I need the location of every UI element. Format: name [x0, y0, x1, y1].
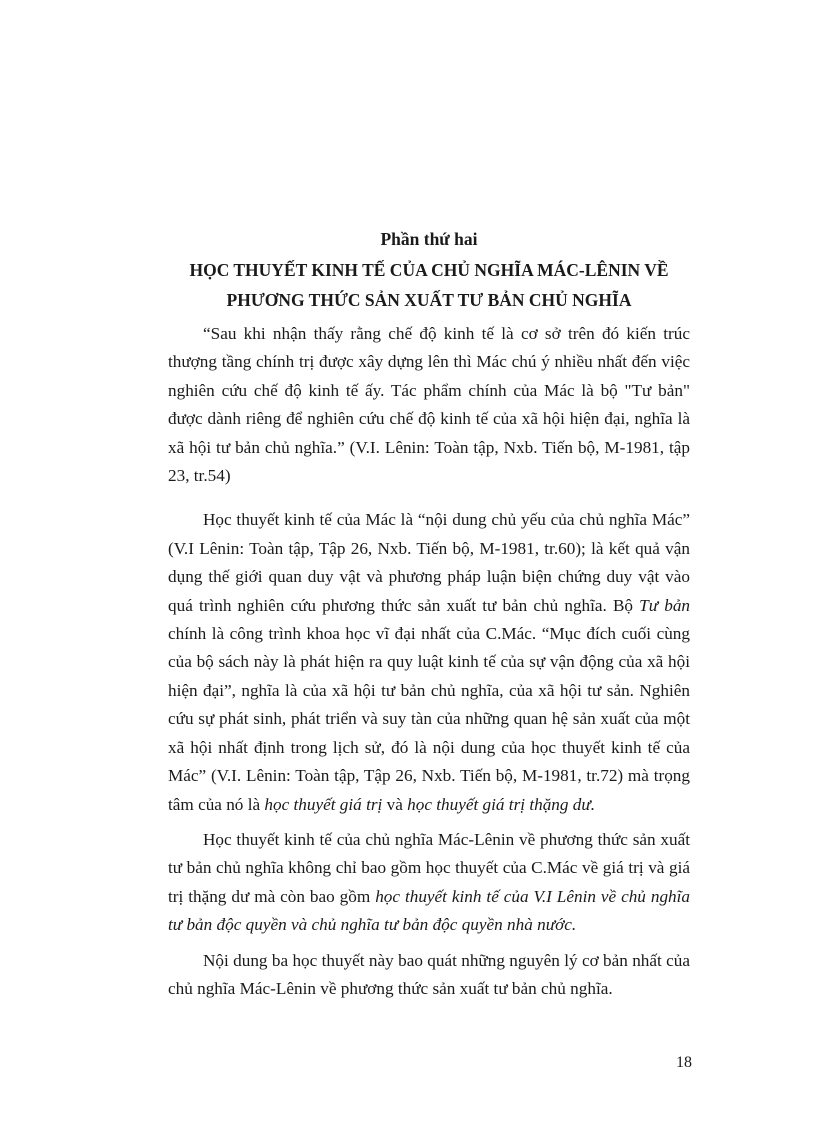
part-label: Phần thứ hai: [380, 229, 478, 249]
title-line-1: HỌC THUYẾT KINH TẾ CỦA CHỦ NGHĨA MÁC-LÊNIN VỀ: [189, 260, 669, 280]
paragraph-marxist-leninist-theory: [168, 826, 690, 940]
paragraph-text: và: [382, 794, 408, 814]
italic-lenin-theory: học thuyết kinh tế của V.I Lênin về chủ nghĩa tư bản độc quyền và chủ nghĩa tư bản độc quyền nhà nước.: [168, 886, 690, 935]
paragraph-text: chính là công trình khoa học vĩ đại nhất của C.Mác. “Mục đích cuối cùng của bộ sách này là phát hiện ra quy luật kinh tế của sự vận động của xã hội hiện đại”, nghĩa là của xã hội tư bản chủ nghĩa, của xã hội tư sản. Nghiên cứu sự phát sinh, phát triển và suy tàn của những quan hệ sản xuất của một xã hội nhất định trong lịch sử, đó là nội dung của học thuyết kinh tế của Mác” (V.I. Lênin: Toàn tập, Tập 26, Nxb. Tiến bộ, M-1981, tr.72) mà trọng tâm của nó là: [168, 624, 690, 814]
italic-value-theory: học thuyết giá trị: [264, 794, 383, 814]
title-line-2: PHƯƠNG THỨC SẢN XUẤT TƯ BẢN CHỦ NGHĨA: [226, 290, 632, 310]
italic-surplus-value-theory: học thuyết giá trị thặng dư.: [407, 794, 596, 814]
paragraph-text: Học thuyết kinh tế của Mác là “nội dung chủ yếu của chủ nghĩa Mác” (V.I Lênin: Toàn tập, Tập 26, Nxb. Tiến bộ, M-1981, tr.60); là kết quả vận dụng thế giới quan duy vật và phương pháp luận biện chứng duy vật vào quá trình nghiên cứu phương thức sản xuất tư bản chủ nghĩa. Bộ: [168, 510, 690, 615]
opening-quote: “Sau khi nhận thấy rằng chế độ kinh tế là cơ sở trên đó kiến trúc thượng tầng chính trị được xây dựng lên thì Mác chú ý nhiều nhất đến việc nghiên cứu chế độ kinh tế ấy. Tác phẩm chính của Mác là bộ "Tư bản" được dành riêng để nghiên cứu chế độ kinh tế của xã hội hiện đại, nghĩa là xã hội tư bản chủ nghĩa.” (V.I. Lênin: Toàn tập, Nxb. Tiến bộ, M-1981, tập 23, tr.54): [168, 324, 690, 486]
paragraph-summary: Nội dung ba học thuyết này bao quát những nguyên lý cơ bản nhất của chủ nghĩa Mác-Lênin về phương thức sản xuất tư bản chủ nghĩa.: [168, 950, 690, 998]
paragraph-marx-economic-theory: [168, 506, 690, 818]
page-number: 18: [676, 1054, 692, 1071]
italic-tu-ban: Tư bản: [639, 595, 691, 615]
paragraph-text: Học thuyết kinh tế của chủ nghĩa Mác-Lênin về phương thức sản xuất tư bản chủ nghĩa không chỉ bao gồm học thuyết của C.Mác về giá trị và giá trị thặng dư mà còn bao gồm: [168, 829, 690, 906]
page-content: [168, 226, 690, 1003]
